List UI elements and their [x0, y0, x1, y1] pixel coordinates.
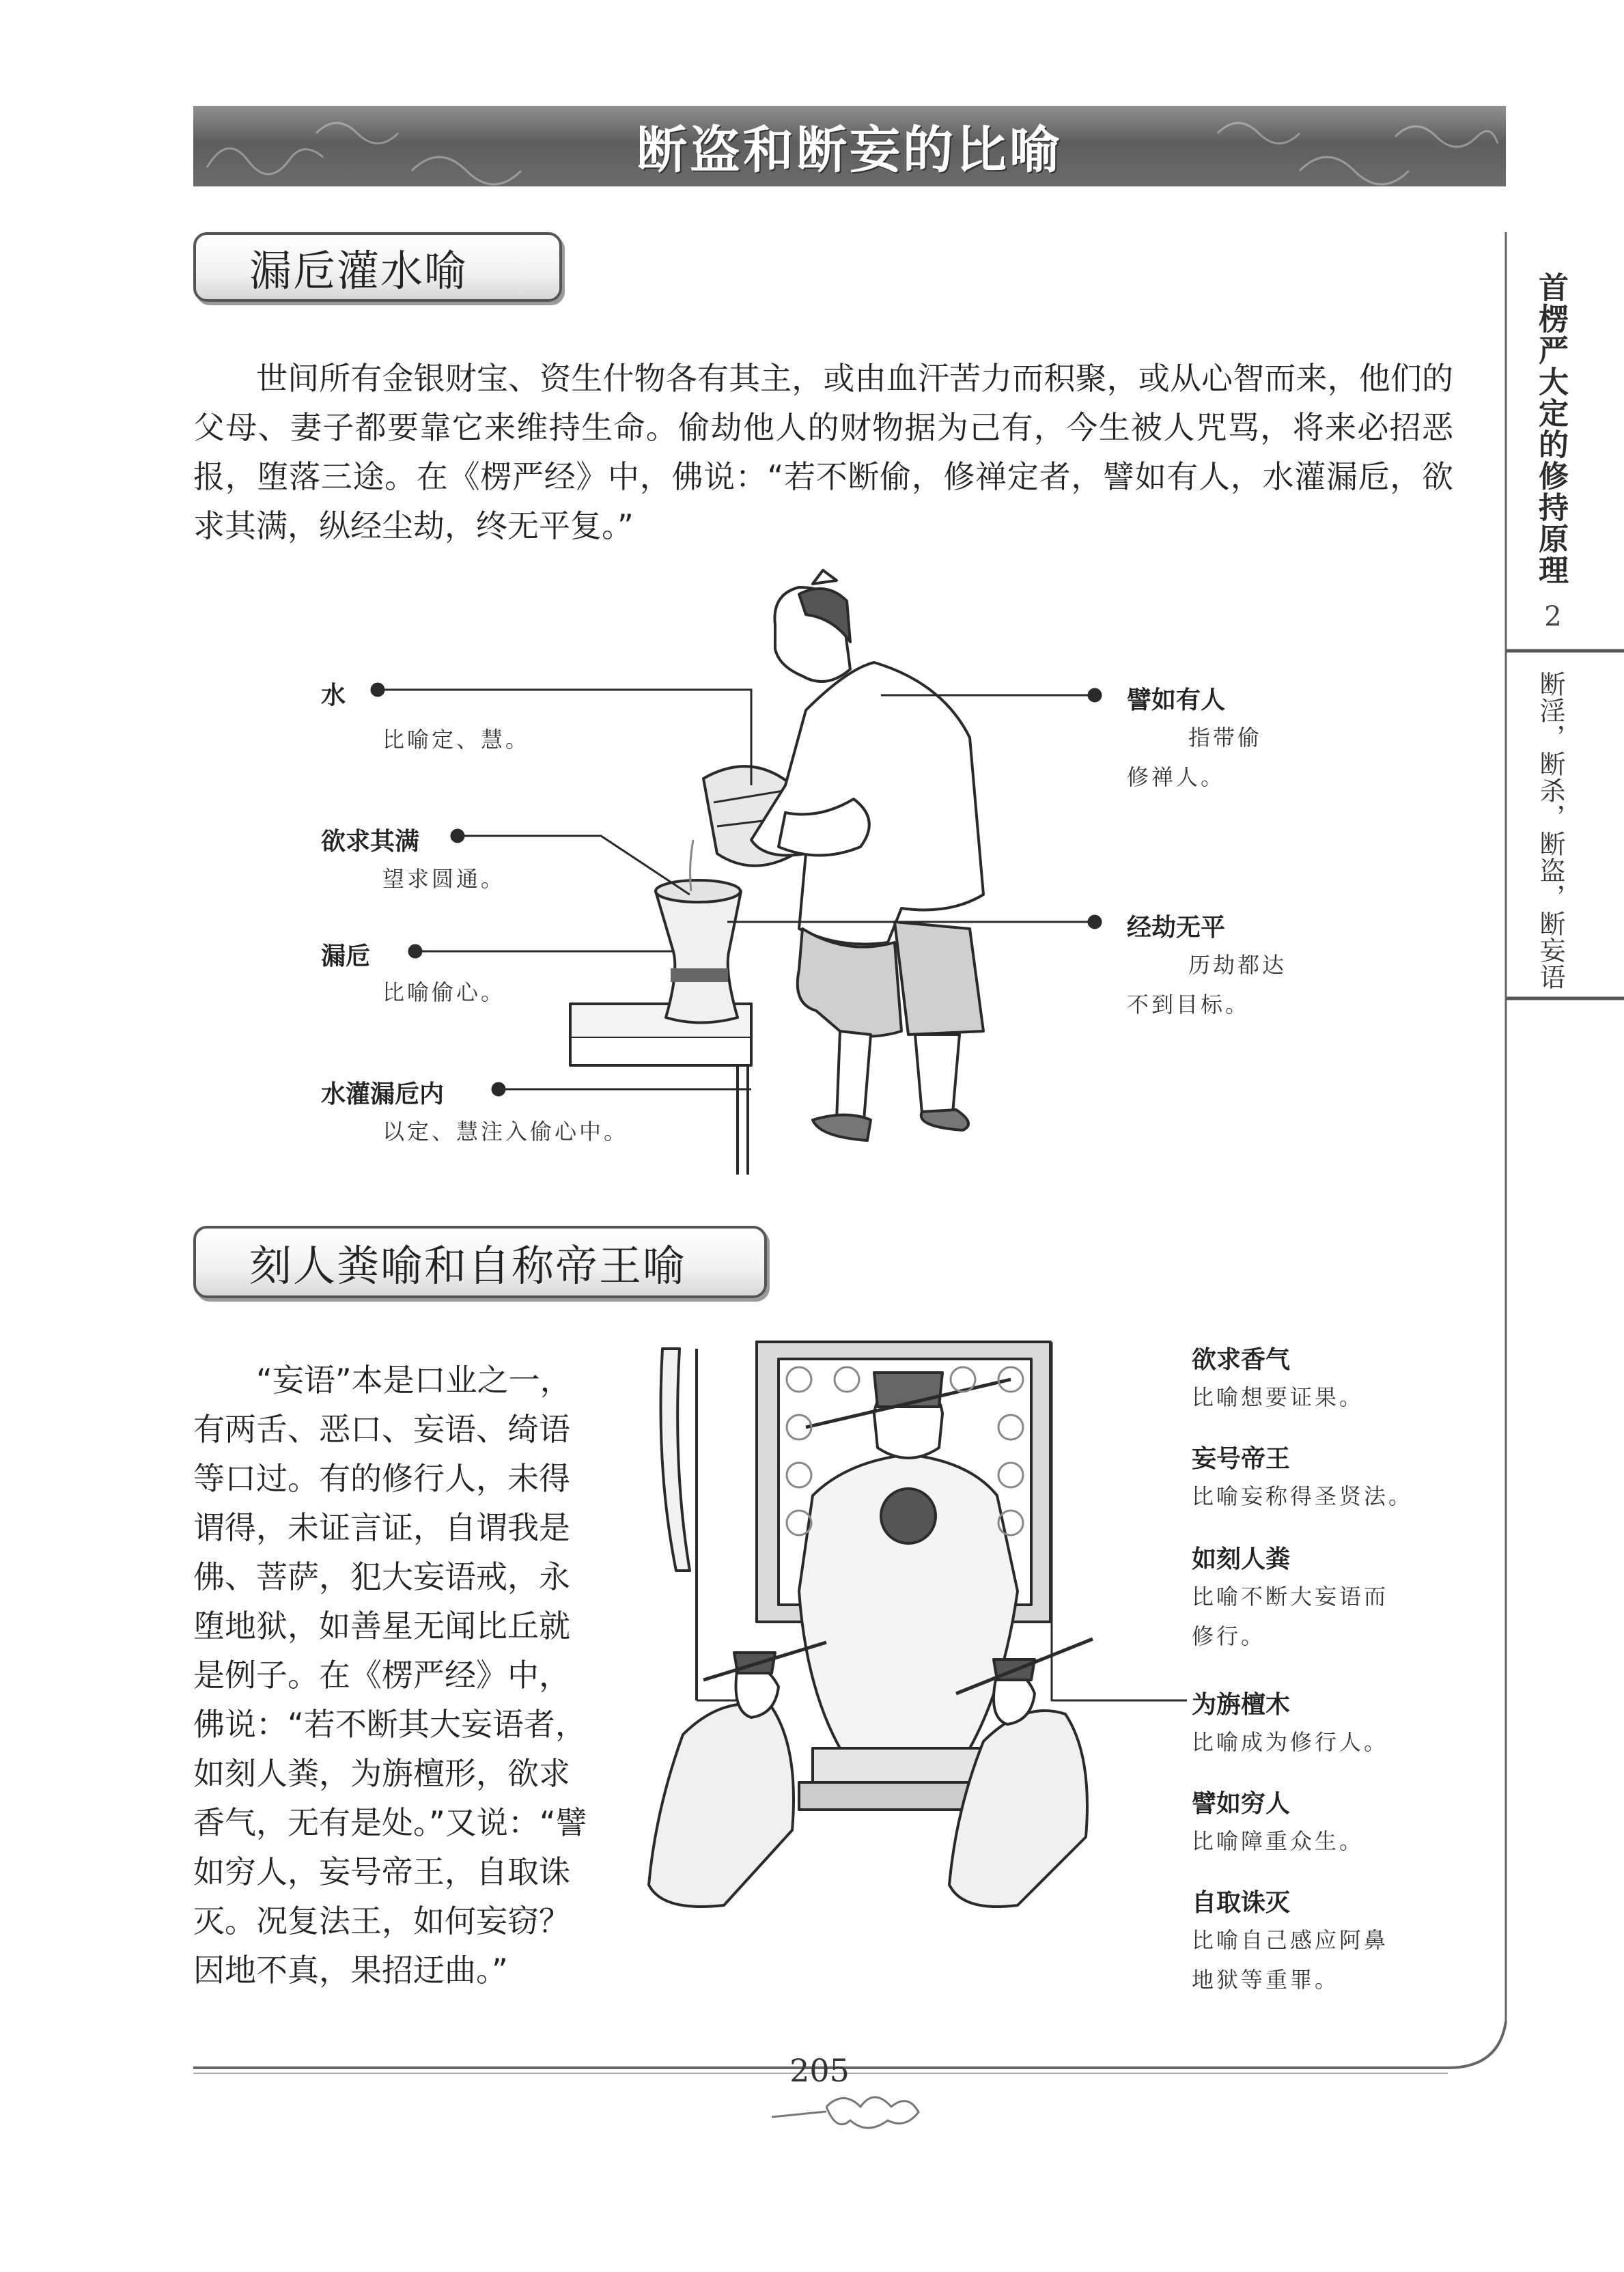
- annotation-seek-fragrance-desc: 比喻想要证果。: [1192, 1384, 1364, 1410]
- annotation-person-desc-2: 修禅人。: [1127, 764, 1226, 790]
- page-number: 205: [789, 2052, 850, 2089]
- annotation-leaky-vessel-desc: 比喻偷心。: [382, 979, 506, 1005]
- annotation-kalpas-desc-2: 不到目标。: [1127, 992, 1250, 1018]
- annotation-water-label: 水: [321, 682, 346, 710]
- annotation-destruction-desc-2: 地狱等重罪。: [1192, 1967, 1340, 1993]
- annotation-kalpas-desc-1: 历劫都达: [1188, 952, 1287, 978]
- annotation-person-desc-1: 指带偷: [1188, 725, 1263, 751]
- chapter-subtitle-vertical: 断淫，断杀，断盗，断妄语: [1535, 671, 1565, 990]
- annotation-seek-full-desc: 望求圆通。: [382, 866, 506, 892]
- annotation-pouring-label: 水灌漏卮内: [321, 1080, 445, 1108]
- annotation-person-label: 譬如有人: [1127, 686, 1226, 714]
- annotation-false-emperor-desc: 比喻妄称得圣贤法。: [1192, 1483, 1414, 1509]
- annotation-pouring-desc: 以定、慧注入偷心中。: [382, 1119, 629, 1145]
- annotation-poor-man-label: 譬如穷人: [1192, 1790, 1291, 1818]
- book-title-vertical: 首楞严大定的修持原理: [1533, 272, 1568, 586]
- annotation-destruction-desc-1: 比喻自己感应阿鼻: [1192, 1927, 1389, 1953]
- annotation-poor-man-desc: 比喻障重众生。: [1192, 1828, 1364, 1854]
- annotation-carve-dung-label: 如刻人粪: [1192, 1545, 1291, 1573]
- page-title: 断盗和断妄的比喻: [636, 121, 1063, 180]
- annotation-seek-full-label: 欲求其满: [321, 828, 420, 856]
- section2-paragraph: “妄语”本是口业之一，有两舌、恶口、妄语、绮语等口过。有的修行人，未得谓得，未证言证，自谓我是佛、菩萨，犯大妄语戒，永堕地狱，如善星无闻比丘就是例子。在《楞严经》中，佛说：“若不断其大妄语者，如刻人粪，为旃檀形，欲求香气，无有是处。”又说：“譬如穷人，妄号帝王，自取诛灭。况复法王，如何妄窃？因地不真，果招迂曲。”: [193, 1362, 587, 1989]
- chapter-number: 2: [1544, 601, 1562, 632]
- annotation-carve-dung-desc-2: 修行。: [1192, 1623, 1266, 1649]
- annotation-sandalwood-desc: 比喻成为修行人。: [1192, 1729, 1389, 1755]
- annotation-destruction-label: 自取诛灭: [1192, 1889, 1291, 1917]
- section2-heading: 刻人粪喻和自称帝王喻: [193, 1226, 767, 1298]
- annotation-carve-dung-desc-1: 比喻不断大妄语而: [1192, 1584, 1389, 1610]
- section1-paragraph: 世间所有金银财宝、资生什物各有其主，或由血汗苦力而积聚，或从心智而来，他们的父母、妻子都要靠它来维持生命。偷劫他人的财物据为己有，今生被人咒骂，将来必招恶报，堕落三途。在《楞严经》中，佛说：“若不断偷，修禅定者，譬如有人，水灌漏卮，欲求其满，纵经尘劫，终无平复。”: [193, 360, 1453, 544]
- annotation-sandalwood-label: 为旃檀木: [1192, 1691, 1291, 1719]
- annotation-false-emperor-label: 妄号帝王: [1192, 1445, 1291, 1473]
- annotation-kalpas-label: 经劫无平: [1127, 914, 1226, 942]
- section1-heading: 漏卮灌水喻: [193, 232, 562, 302]
- annotation-leaky-vessel-label: 漏卮: [321, 942, 371, 970]
- annotation-seek-fragrance-label: 欲求香气: [1192, 1346, 1291, 1374]
- annotation-water-desc: 比喻定、慧。: [382, 727, 531, 753]
